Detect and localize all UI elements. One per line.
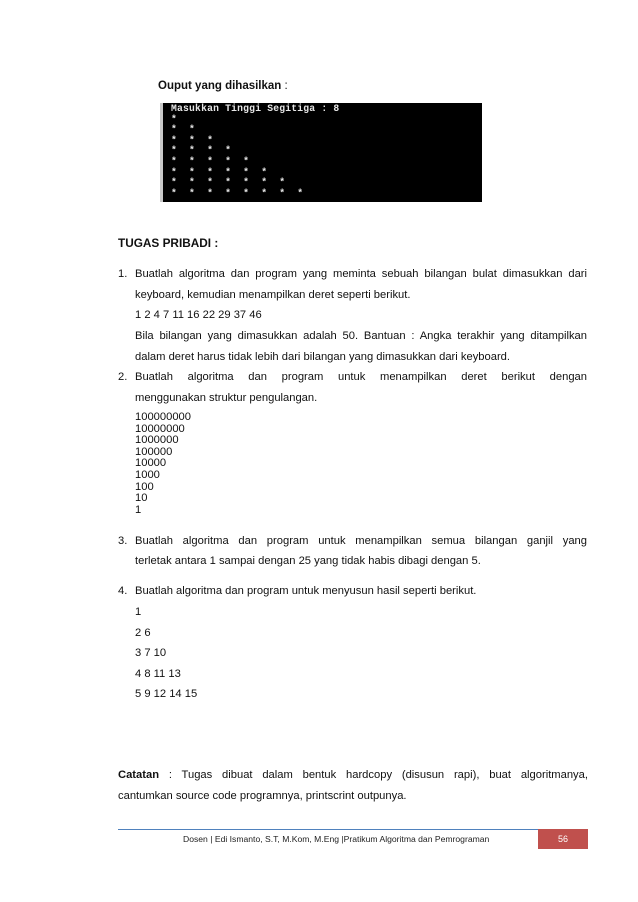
note-line	[118, 768, 588, 782]
sequence-item: 1	[135, 503, 142, 516]
console-line: * * * *	[171, 145, 232, 157]
sequence-item: 10	[135, 492, 148, 505]
console-line: * * * * * * * *	[171, 187, 304, 199]
console-line: * * * * *	[171, 155, 250, 167]
console-line: * * * * * * *	[171, 177, 286, 189]
task-number: 2.	[118, 371, 128, 383]
footer-divider	[118, 829, 588, 830]
decreasing-sequence	[135, 412, 587, 516]
note-line: cantumkan source code programnya, printscrint outpunya.	[118, 790, 407, 802]
console-line: * * * * * *	[171, 166, 268, 178]
task-text-line: dalam deret harus tidak lebih dari bilangan yang dimasukkan dari keyboard.	[135, 351, 511, 363]
sequence-item: 10000	[135, 457, 167, 470]
output-caption	[158, 79, 288, 93]
task-text-line: menggunakan struktur pengulangan.	[135, 392, 318, 404]
sequence-item: 10000000	[135, 422, 185, 435]
console-line: *	[171, 113, 178, 125]
console-line: Masukkan Tinggi Segitiga : 8	[171, 103, 340, 114]
footer-text: Dosen | Edi Ismanto, S.T, M.Kom, M.Eng |Pratikum Algoritma dan Pemrograman	[183, 834, 490, 844]
pattern-row: 5 9 12 14 15	[135, 688, 198, 700]
pattern-row: 1	[135, 606, 142, 618]
page-number-badge: 56	[538, 829, 588, 849]
sequence-item: 100000000	[135, 411, 191, 423]
pattern-row: 2 6	[135, 627, 151, 639]
task-text-line: Buatlah algoritma dan program untuk menampilkan deret berikut dengan	[135, 371, 587, 383]
console-text	[171, 104, 339, 199]
task-sequence: 1 2 4 7 11 16 22 29 37 46	[135, 309, 262, 321]
task-text-line: Buatlah algoritma dan program yang meminta sebuah bilangan bulat dimasukkan dari	[135, 268, 587, 280]
task-number: 1.	[118, 268, 128, 280]
output-caption-bold: Ouput yang dihasilkan	[158, 80, 282, 92]
note-text: : Tugas dibuat dalam bentuk hardcopy (disusun rapi), buat algoritmanya,	[159, 769, 588, 781]
sequence-item: 100	[135, 480, 154, 493]
task-text-line: Buatlah algoritma dan program untuk menyusun hasil seperti berikut.	[135, 585, 477, 597]
sequence-item: 1000	[135, 468, 160, 481]
note-label: Catatan	[118, 769, 160, 781]
console-output-image	[160, 103, 482, 202]
task-text-line: terletak antara 1 sampai dengan 25 yang tidak habis dibagi dengan 5.	[135, 555, 481, 567]
task-text-line: Buatlah algoritma dan program untuk menampilkan semua bilangan ganjil yang	[135, 535, 587, 547]
task-text-line: Bila bilangan yang dimasukkan adalah 50. Bantuan : Angka terakhir yang ditampilkan	[135, 330, 587, 342]
output-caption-colon: :	[281, 80, 288, 92]
sequence-item: 1000000	[135, 434, 179, 447]
console-line: * *	[171, 124, 196, 136]
task-number: 3.	[118, 535, 128, 547]
sequence-item: 100000	[135, 445, 173, 458]
pattern-row: 3 7 10	[135, 647, 167, 659]
pattern-row: 4 8 11 13	[135, 668, 181, 680]
console-line: * * *	[171, 134, 214, 146]
section-heading: TUGAS PRIBADI :	[118, 236, 219, 250]
task-number: 4.	[118, 585, 128, 597]
task-text-line: keyboard, kemudian menampilkan deret seperti berikut.	[135, 289, 411, 301]
